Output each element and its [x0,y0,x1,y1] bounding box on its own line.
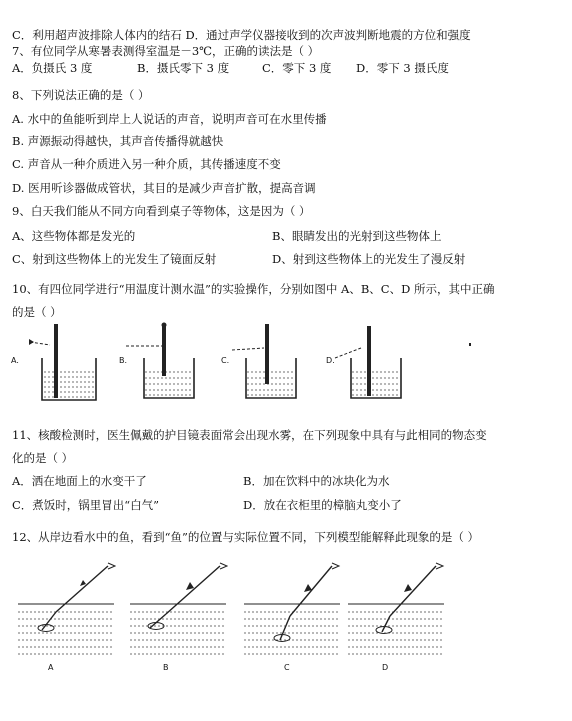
q9-option-c: C、射到这些物体上的光发生了镜面反射 [12,252,217,266]
q11-option-d: D．放在衣柜里的樟脑丸变小了 [243,498,402,512]
q12-figure-a [16,560,116,660]
text-line-option-cd: C．利用超声波排除人体内的结石 D．通过声学仪器接收到的次声波判断地震的方位和强度 [12,28,471,42]
question-7: 7、有位同学从寒暑表测得室温是－3℃，正确的读法是（ ） [12,44,320,58]
q12-label-d: D [382,663,389,672]
stray-mark [469,343,471,346]
q10-label-d: D. [326,356,335,365]
q10-figure-a [10,322,122,402]
q7-option-b: B．摄氏零下 3 度 [137,61,230,75]
q10-figure-c [220,320,310,400]
question-10: 10、有四位同学进行“用温度计测水温”的实验操作，分别如图中 A、B、C、D 所示，其中正确 [12,282,495,296]
q8-option-d: D. 医用听诊器做成管状，其目的是减少声音扩散，提高音调 [12,181,316,195]
q7-option-c: C．零下 3 度 [262,61,332,75]
question-12: 12、从岸边看水中的鱼，看到“鱼”的位置与实际位置不同，下列模型能解释此现象的是（ ） [12,530,480,544]
q10-label-b: B. [119,356,128,365]
q8-option-c: C. 声音从一种介质进入另一种介质，其传播速度不变 [12,157,281,171]
q10-figure-d [325,320,415,400]
q12-figure-b [128,560,228,660]
q9-option-b: B、眼睛发出的光射到这些物体上 [272,229,442,243]
question-8: 8、下列说法正确的是（ ） [12,88,150,102]
q12-figure-c [242,560,342,660]
q10-label-c: C. [221,356,230,365]
q12-label-b: B [163,663,169,672]
q9-option-a: A、这些物体都是发光的 [12,229,136,243]
q12-figure-d [346,560,446,660]
q11-option-a: A．洒在地面上的水变干了 [12,474,147,488]
question-11-cont: 化的是（ ） [12,451,74,465]
q12-label-a: A [48,663,54,672]
q12-label-c: C [284,663,290,672]
q11-option-b: B．加在饮料中的冰块化为水 [243,474,390,488]
q9-option-d: D、射到这些物体上的光发生了漫反射 [272,252,466,266]
q10-figure-b [118,320,208,400]
q11-option-c: C．煮饭时，锅里冒出“白气” [12,498,160,512]
q8-option-b: B. 声源振动得越快，其声音传播得就越快 [12,134,224,148]
question-10-cont: 的是（ ） [12,305,62,319]
q7-option-a: A．负摄氏 3 度 [12,61,93,75]
q7-option-d: D．零下 3 摄氏度 [356,61,449,75]
question-9: 9、白天我们能从不同方向看到桌子等物体，这是因为（ ） [12,204,311,218]
question-11: 11、核酸检测时，医生佩戴的护目镜表面常会出现水雾，在下列现象中具有与此相同的物态变 [12,428,487,442]
q8-option-a: A. 水中的鱼能听到岸上人说话的声音，说明声音可在水里传播 [12,112,327,126]
q10-label-a: A. [11,356,19,365]
